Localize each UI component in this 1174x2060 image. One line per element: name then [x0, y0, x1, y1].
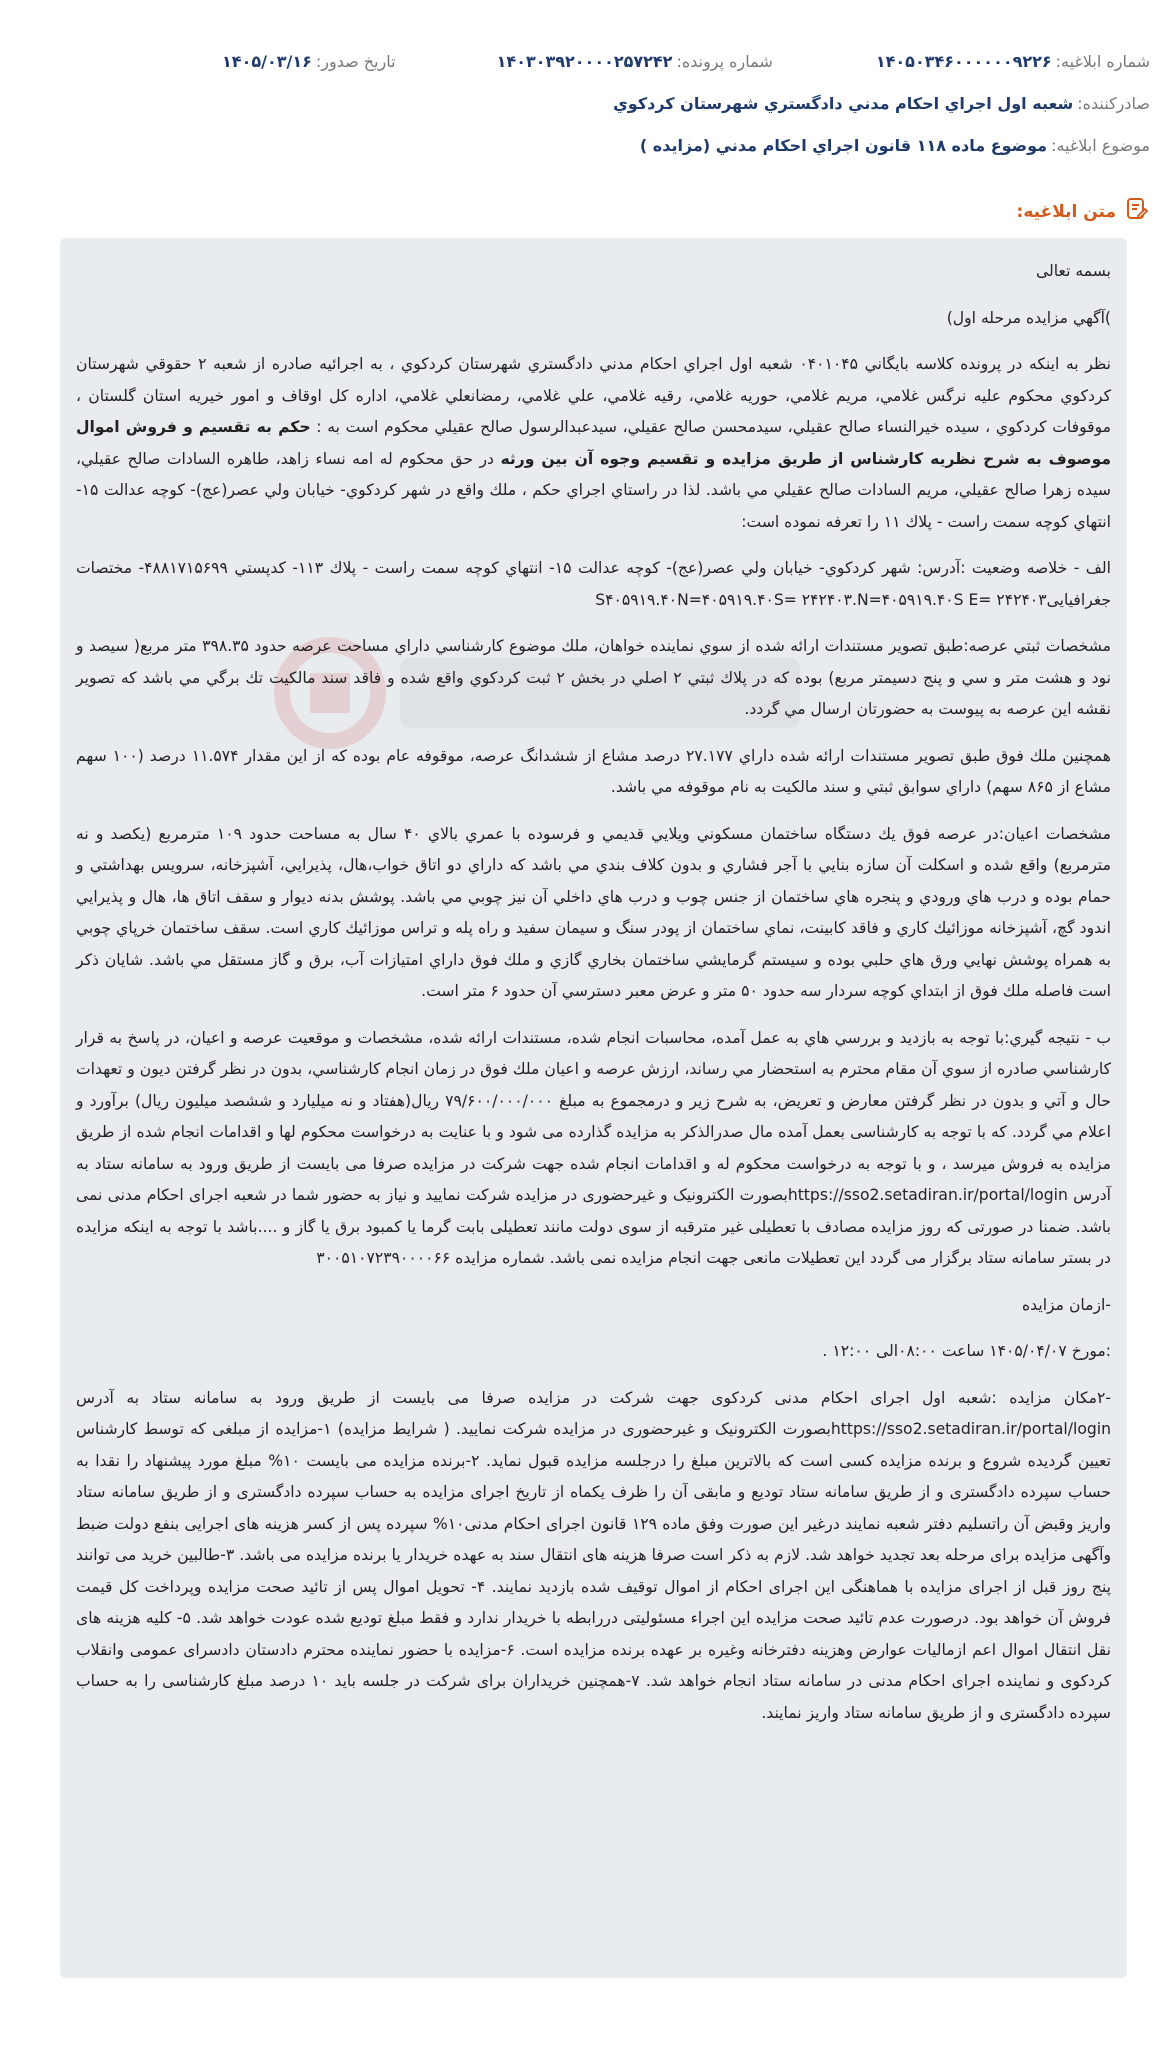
- body-registration: مشخصات ثبتي عرصه:طبق تصوير مستندات ارائه شده از سوي نماينده خواهان، ملك موضوع كارشناسي داراي مساحت عرصه حدود ۳۹۸.۳۵ متر مربع( سيصد و نود و هشت متر و سي و پنج دسيمتر مربع) بوده كه در پلاك ثبتي ۲ اصلي در بخش ۲ ثبت كردكوي واقع شده و فاقد سند مالكيت تك برگي مي باشد كه تصوير نقشه اين عرصه به پيوست به حضورتان ارسال مي گردد.: [76, 637, 1111, 718]
- body-intro: نظر به اينكه در پرونده كلاسه بايگاني ۰۴۰۱۰۴۵ شعبه اول اجراي احكام مدني دادگستري شهرستان كردكوي ، به اجرائيه صادره از شعبه ۲ حقوقي شهرستان كردكوي محكوم عليه نرگس غلامي، مريم غلامي، حوريه غلامي، رقيه غلامي، علي غلامي، رمضانعلي غلامي، اداره كل اوقاف و امور خيريه استان گلستان ، موقوفات كردكوي ، سيده خيرالنساء صالح عقيلي، سيدمحسن صالح عقيلي، سيدعبدالرسول صالح عقيلي محكوم است به : حكم به تقسيم و فروش اموال موصوف به شرح نظريه كارشناس از طريق مزايده و تقسيم وجوه آن بين ورثه در حق محكوم له امه نساء زاهد، طاهره السادات صالح عقيلي، سيده زهرا صالح عقيلي، مريم السادات صالح عقيلي مي باشد. لذا در راستاي اجراي حكم ، ملك واقع در شهر كردكوي- خيابان ولي عصر(عج)- كوچه عدالت ۱۵- انتهاي كوچه سمت راست - پلاك ۱۱ را تعرفه نموده است:: [76, 355, 1112, 531]
- issue-date: تاريخ صدور: ۱۴۰۵/۰۳/۱۶: [222, 51, 396, 71]
- notice-text-heading: متن ابلاغيه:: [1017, 196, 1150, 227]
- notice-body: [60, 238, 1127, 1978]
- notice-header: [24, 44, 1150, 162]
- body-auction-time-label: -ازمان مزايده: [1022, 1295, 1111, 1314]
- body-opening: بسمه تعالی: [1036, 262, 1111, 280]
- body-title: )آگهي مزايده مرحله اول): [946, 308, 1111, 327]
- document-edit-icon: [1124, 196, 1150, 227]
- body-building: مشخصات اعيان:در عرصه فوق يك دستگاه ساختمان مسكوني ويلايي قديمي و فرسوده با عمري بالاي ۴۰ سال به مساحت حدود ۱۰۹ مترمربع (يكصد و نه مترمربع) واقع شده و اسكلت آن سازه بنايي با آجر فشاري و بدون كلاف بندي مي باشد كه داراي دو اتاق خواب،هال، پذيرايي، آشپزخانه، سرويس بهداشتي و حمام بوده و درب هاي ورودي و پنجره هاي ساختمان از جنس چوب و درب هاي داخلي آن نيز چوبي مي باشد. پوشش بدنه ديوار و سقف اتاق ها، هال و پذيرايي اندود گچ، آشپزخانه موزائيك كاري و فاقد كابينت، نماي ساختمان از پودر سنگ و سيمان سفيد و راه پله و تراس موزائيك كاري است. سقف ساختمان خرپاي چوبي به همراه پوشش نهايي ورق هاي حلبي بوده و سيستم گرمايشي ساختمان بخاري گازي و ملك فوق داراي امتيازات آب، برق و گاز مستقل مي باشد. شايان ذكر است فاصله ملك فوق از ابتداي كوچه سردار سه حدود ۵۰ متر و عرض معبر دسترسي آن حدود ۶ متر است.: [76, 824, 1111, 1000]
- subject: موضوع ماده ۱۱۸ قانون اجراي احكام مدني (مزايده ): [639, 135, 1048, 155]
- issuer-row: صادركننده: شعبه اول اجراي احكام مدني دادگستري شهرستان كردكوي: [613, 93, 1150, 113]
- body-auction-terms: -۲مكان مزايده :شعبه اول اجرای احكام مدنی كردكوی جهت شركت در مزايده صرفا می بايست از طريق ورود به سامانه ستاد به آدرس https://sso2.setadiran.ir/portal/loginبصورت الكترونيک و غيرحضوری در مزايده شركت نماييد. ( شرايط مزايده) ۱-مزايده از مبلغی كه توسط كارشناس تعيين گرديده شروع و برنده مزايده كسی است كه بالاترين مبلغ را درجلسه مزايده قبول نمايد. ۲-برنده مزايده می بايست ۱۰% مبلغ مورد پيشنهاد را نقدا به حساب سپرده دادگستری و از طريق سامانه ستاد توديع و مابقی آن را ظرف يكماه از تاريخ اجرای مزايده به حساب سپرده دادگستری و از طريق سامانه ستاد واريز وقبض آن راتسليم دفتر شعبه نمايند درغير اين صورت وفق ماده ۱۲۹ قانون اجرای احكام مدنی۱۰% سپرده پس از كسر هزينه های اجرايی بنفع دولت ضبط وآگهی مزايده برای مرحله بعد تجديد خواهد شد. لازم به ذكر است صرفا هزينه های انتقال سند به عهده خريدار يا برنده مزايده می باشد. ۳-طالبين خريد می توانند پنج روز قبل از اجرای مزايده با هماهنگی اين اجرای احكام از اموال توقيف شده بازديد نمايند. ۴- تحويل اموال پس از تائيد صحت مزايده وپرداخت كل قيمت فروش آن خواهد بود. درصورت عدم تائيد صحت مزايده اين اجراء مسئوليتی دررابطه با خريدار ندارد و فقط مبلغ توديع شده عودت خواهد شد. ۵- كليه هزينه های نقل انتقال اموال اعم ازماليات عوارض وهزينه دفترخانه وغيره بر عهده برنده مزايده است. ۶-مزايده با حضور نماينده محترم دادستان دادسرای عمومی وانقلاب كردكوی و نماينده اجرای احكام مدنی در سامانه ستاد انجام خواهد شد. ۷-همچنين خريداران برای شركت در جلسه بايد ۱۰ درصد مبلغ كارشناسی را به حساب سپرده دادگستری و از طريق سامانه ستاد واريز نمايند.: [76, 1388, 1112, 1722]
- body-address: الف - خلاصه وضعيت :آدرس: شهر كردكوي- خيابان ولي عصر(عج)- كوچه عدالت ۱۵- انتهاي كوچه سمت راست - پلاك ۱۱۳- كدپستي ۴۸۸۱۷۱۵۶۹۹- مختصات جغرافيايیS۴۰۵۹۱۹.۴۰N=۴۰۵۹۱۹.۴۰S= ۲۴۲۴۰۳.N=۴۰۵۹۱۹.۴۰S E= ۲۴۲۴۰۳: [76, 559, 1112, 609]
- header-row-ids: [24, 44, 1150, 78]
- notice-number: شماره ابلاغيه: ۱۴۰۵۰۳۴۶۰۰۰۰۰۰۹۲۲۶: [875, 51, 1150, 71]
- body-shares: همچنين ملك فوق طبق تصوير مستندات ارائه شده داراي ۲۷.۱۷۷ درصد مشاع از ششدانگ عرصه، موقوفه عام بوده كه از اين مقدار ۱۱.۵۷۴ درصد (۱۰۰ سهم مشاع از ۸۶۵ سهم) داراي سوابق ثبتي و سند مالكيت به نام موقوفه مي باشد.: [76, 746, 1111, 796]
- case-number: شماره پرونده: ۱۴۰۳۰۳۹۲۰۰۰۰۲۵۷۲۴۲: [496, 51, 773, 71]
- body-auction-time: :مورخ ۱۴۰۵/۰۴/۰۷ ساعت ۰۸:۰۰الی ۱۲:۰۰ .: [822, 1342, 1111, 1360]
- body-conclusion: ب - نتيجه گيري:با توجه به بازديد و بررسي هاي به عمل آمده، محاسبات انجام شده، مستندات ارائه شده، مشخصات و موقعيت عرصه و اعيان، در پاسخ به قرار كارشناسي صادره از سوي آن مقام محترم به استحضار مي رساند، ارزش عرصه و اعيان ملك فوق در زمان انجام كارشناسي، بدون در نظر گرفتن ديون و تعهدات حال و آتي و بدون در نظر گرفتن معارض و تعريض، به شرح زير و درمجموع به مبلغ ۷۹/۶۰۰/۰۰۰/۰۰۰ ريال(هفتاد و نه ميليارد و ششصد ميليون ريال) برآورد و اعلام مي گردد. كه با توجه به كارشناسی بعمل آمده مال صدرالذكر به مزايده گذارده می شود و با عنايت به درخواست محكوم لها و اقدامات انجام شده از طريق مزايده به فروش ميرسد ، و با توجه به درخواست محكوم له و اقدامات انجام شده جهت شركت در مزايده صرفا می بايست از طريق ورود به سامانه ستاد به آدرس https://sso2.setadiran.ir/portal/loginبصورت الكترونيک و غيرحضوری در مزايده شركت نماييد و نياز به حضور شما در شعبه اجرای احكام مدنی نمی باشد. ضمنا در صورتی كه روز مزايده مصادف با تعطيلی غير مترقبه از سوی دولت مانند تعطيلی بابت گرما يا كمبود برق يا گاز و ....باشد با توجه به اينكه مزايده در بستر سامانه ستاد برگزار می گردد اين تعطيلات مانعی جهت انجام مزايده نمی باشد. شماره مزايده ۳۰۰۵۱۰۷۲۳۹۰۰۰۰۶۶: [76, 1028, 1111, 1267]
- subject-row: موضوع ابلاغيه: موضوع ماده ۱۱۸ قانون اجراي احكام مدني (مزايده ): [639, 135, 1150, 155]
- issuer: شعبه اول اجراي احكام مدني دادگستري شهرستان كردكوي: [613, 93, 1074, 113]
